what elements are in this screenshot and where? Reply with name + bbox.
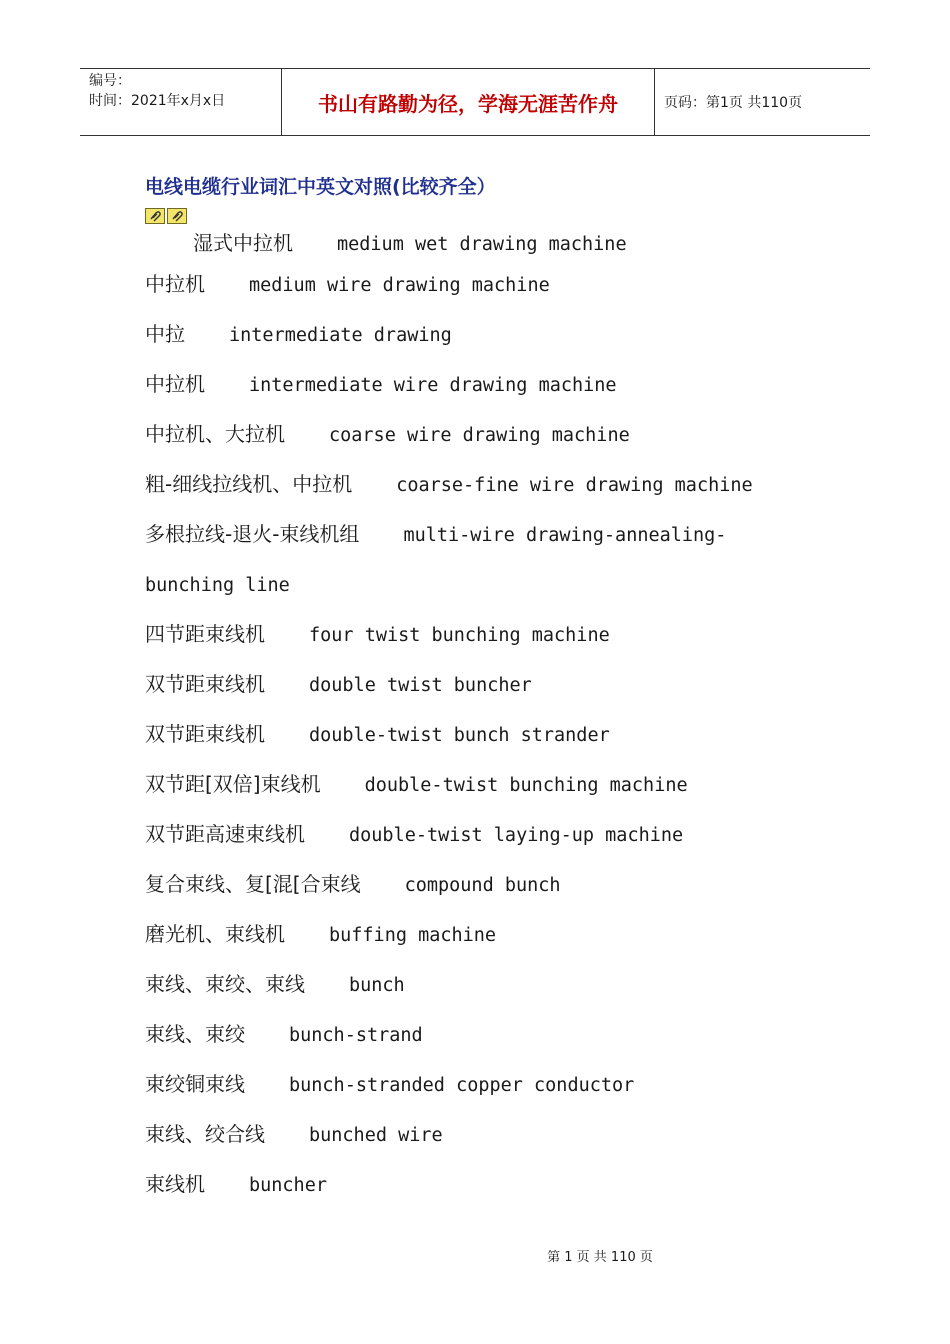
entry-english: double twist buncher	[309, 675, 532, 696]
entry-english: bunched wire	[309, 1125, 443, 1146]
glossary-entry	[145, 1069, 634, 1101]
entry-english: coarse wire drawing machine	[329, 425, 630, 446]
entry-chinese: 中拉机	[145, 372, 205, 396]
glossary-entry	[193, 228, 627, 260]
entry-chinese: 中拉机、大拉机	[145, 422, 285, 446]
header-page-info: 页码：第1页 共110页	[664, 95, 803, 111]
entry-chinese: 束绞铜束线	[145, 1072, 245, 1096]
attachment-icon[interactable]	[145, 208, 165, 224]
glossary-entry	[145, 819, 683, 851]
glossary-entry-continuation	[145, 569, 290, 601]
entry-english: buncher	[249, 1175, 327, 1196]
entry-chinese: 湿式中拉机	[193, 231, 293, 255]
entry-chinese: 中拉	[145, 322, 185, 346]
glossary-entry	[145, 719, 610, 751]
entry-english: medium wet drawing machine	[337, 234, 627, 255]
glossary-entry	[145, 769, 688, 801]
attachment-icons	[145, 208, 187, 224]
entry-english: coarse-fine wire drawing machine	[396, 475, 753, 496]
glossary-entry	[145, 969, 405, 1001]
glossary-entry	[145, 1119, 443, 1151]
entry-chinese: 束线、束绞、束线	[145, 972, 305, 996]
entry-chinese: 束线、束绞	[145, 1022, 245, 1046]
entry-chinese: 复合束线、复[混[合束线	[145, 872, 361, 896]
document-title: 电线电缆行业词汇中英文对照(比较齐全）	[145, 176, 496, 198]
glossary-entry	[145, 1019, 423, 1051]
entry-english: double-twist bunching machine	[364, 775, 688, 796]
glossary-entry	[145, 919, 496, 951]
entry-chinese: 双节距束线机	[145, 672, 265, 696]
glossary-entry	[145, 269, 550, 301]
entry-chinese: 双节距[双倍]束线机	[145, 772, 321, 796]
entry-english: four twist bunching machine	[309, 625, 610, 646]
entry-english: multi-wire drawing-annealing-	[403, 525, 727, 546]
entry-english: compound bunch	[404, 875, 561, 896]
entry-chinese: 束线机	[145, 1172, 205, 1196]
entry-chinese: 四节距束线机	[145, 622, 265, 646]
glossary-entry	[145, 1169, 327, 1201]
header-motto: 书山有路勤为径，学海无涯苦作舟	[282, 69, 655, 135]
document-date-label: 时间：2021年x月x日	[89, 93, 226, 109]
entry-english: bunch	[349, 975, 405, 996]
attachment-icon[interactable]	[167, 208, 187, 224]
entry-english: intermediate wire drawing machine	[249, 375, 617, 396]
entry-chinese: 磨光机、束线机	[145, 922, 285, 946]
glossary-entry	[145, 619, 610, 651]
page-header	[80, 68, 870, 136]
document-number-label: 编号：	[89, 73, 131, 89]
glossary-entry	[145, 869, 561, 901]
entry-chinese: 粗-细线拉线机、中拉机	[145, 472, 353, 496]
entry-english: double-twist laying-up machine	[349, 825, 684, 846]
glossary-entry	[145, 419, 630, 451]
entry-english: bunch-strand	[289, 1025, 423, 1046]
entry-chinese: 束线、绞合线	[145, 1122, 265, 1146]
entry-english: medium wire drawing machine	[249, 275, 550, 296]
glossary-entry	[145, 319, 452, 351]
entry-english: bunch-stranded copper conductor	[289, 1075, 635, 1096]
glossary-entry	[145, 519, 726, 551]
entry-chinese: 多根拉线-退火-束线机组	[145, 522, 360, 546]
entry-english: bunching line	[145, 575, 290, 596]
glossary-entry	[145, 369, 617, 401]
entry-chinese: 双节距束线机	[145, 722, 265, 746]
entry-chinese: 双节距高速束线机	[145, 822, 305, 846]
entry-chinese: 中拉机	[145, 272, 205, 296]
entry-english: intermediate drawing	[229, 325, 452, 346]
glossary-entry	[145, 469, 753, 501]
entry-english: buffing machine	[329, 925, 497, 946]
entry-english: double-twist bunch strander	[309, 725, 610, 746]
page-footer: 第 1 页 共 110 页	[547, 1250, 653, 1265]
header-meta-cell	[80, 69, 282, 135]
glossary-entry	[145, 669, 532, 701]
